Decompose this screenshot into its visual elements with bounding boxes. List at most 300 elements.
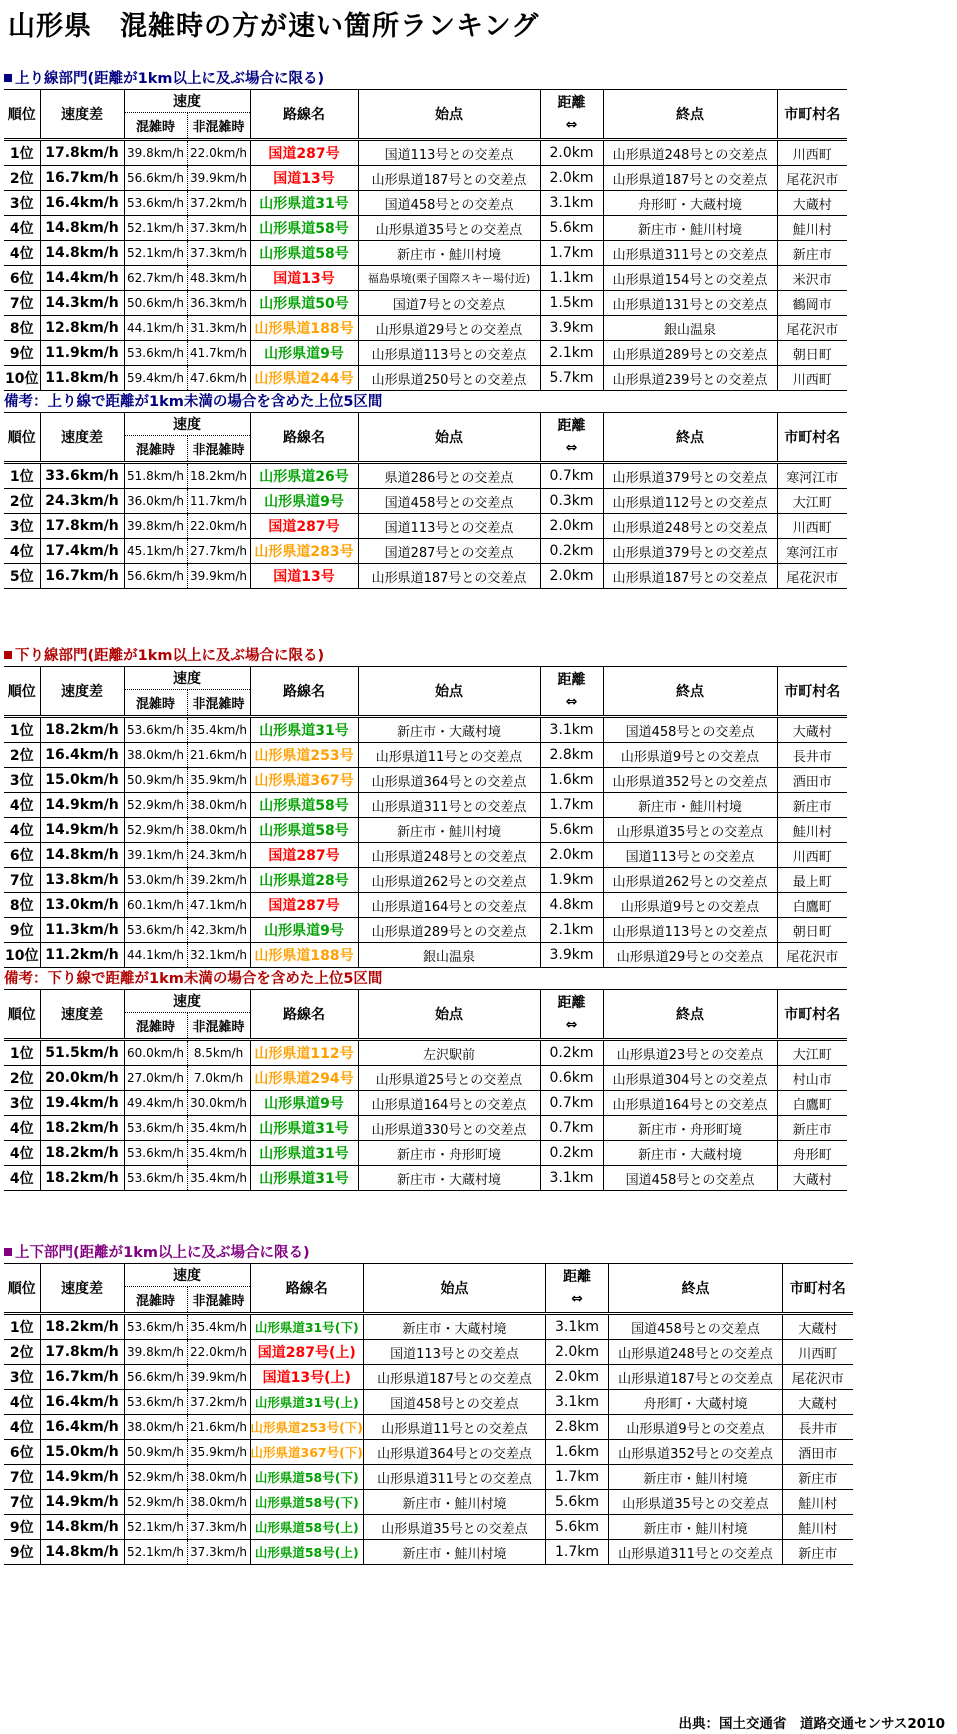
ranking-table xyxy=(4,666,847,968)
city-cell: 酒田市 xyxy=(783,1440,853,1465)
end-point-cell: 山形県道154号との交差点 xyxy=(603,266,777,291)
rank-cell: 9位 xyxy=(4,1540,40,1565)
distance-cell: 3.9km xyxy=(540,943,603,968)
speed-diff-cell: 17.4km/h xyxy=(40,539,124,564)
distance-cell: 5.6km xyxy=(540,216,603,241)
header-end: 終点 xyxy=(603,667,777,717)
congested-speed-cell: 53.6km/h xyxy=(124,1390,187,1415)
table-row xyxy=(4,818,847,843)
header-distance-label: 距離 xyxy=(557,418,586,434)
city-cell: 大江町 xyxy=(777,1040,847,1066)
city-cell: 白鷹町 xyxy=(777,1091,847,1116)
city-cell: 川西町 xyxy=(777,843,847,868)
table-row xyxy=(4,191,847,216)
rank-cell: 5位 xyxy=(4,564,40,589)
route-cell: 山形県道50号 xyxy=(250,291,358,316)
start-point-cell: 山形県道11号との交差点 xyxy=(358,743,540,768)
congested-speed-cell: 44.1km/h xyxy=(124,316,187,341)
uncongested-speed-cell: 41.7km/h xyxy=(187,341,250,366)
speed-diff-cell: 13.8km/h xyxy=(40,868,124,893)
ranking-table xyxy=(4,1263,853,1565)
start-point-cell: 国道458号との交差点 xyxy=(364,1390,546,1415)
header-distance-label: 距離 xyxy=(557,95,586,111)
start-point-cell: 山形県道187号との交差点 xyxy=(358,564,540,589)
end-point-cell: 山形県道379号との交差点 xyxy=(603,539,777,564)
double-arrow-icon: ⇔ xyxy=(565,694,578,710)
route-cell: 国道13号 xyxy=(250,564,358,589)
distance-cell: 3.1km xyxy=(540,717,603,743)
congested-speed-cell: 52.1km/h xyxy=(124,1515,187,1540)
header-congested: 混雑時 xyxy=(124,436,187,463)
rank-cell: 1位 xyxy=(4,140,40,166)
city-cell: 新庄市 xyxy=(777,241,847,266)
header-row xyxy=(4,413,847,436)
rank-cell: 4位 xyxy=(4,539,40,564)
start-point-cell: 国道113号との交差点 xyxy=(364,1340,546,1365)
rank-cell: 9位 xyxy=(4,1515,40,1540)
rank-cell: 4位 xyxy=(4,216,40,241)
congested-speed-cell: 52.9km/h xyxy=(124,1490,187,1515)
city-cell: 大蔵村 xyxy=(783,1314,853,1340)
start-point-cell: 山形県道187号との交差点 xyxy=(358,166,540,191)
start-point-cell: 新庄市・大蔵村境 xyxy=(358,717,540,743)
city-cell: 鮭川村 xyxy=(783,1490,853,1515)
header-speed-diff: 速度差 xyxy=(40,667,124,717)
city-cell: 大蔵村 xyxy=(777,1166,847,1191)
end-point-cell: 新庄市・鮭川村境 xyxy=(609,1465,783,1490)
route-cell: 国道287号 xyxy=(250,140,358,166)
speed-diff-cell: 14.8km/h xyxy=(40,241,124,266)
header-city: 市町村名 xyxy=(777,413,847,463)
uncongested-speed-cell: 7.0km/h xyxy=(187,1066,250,1091)
route-cell: 山形県道58号(上) xyxy=(250,1515,364,1540)
speed-diff-cell: 14.8km/h xyxy=(40,1515,124,1540)
city-cell: 大蔵村 xyxy=(777,191,847,216)
header-distance-label: 距離 xyxy=(557,672,586,688)
speed-diff-cell: 18.2km/h xyxy=(40,1141,124,1166)
uncongested-speed-cell: 47.1km/h xyxy=(187,893,250,918)
start-point-cell: 新庄市・鮭川村境 xyxy=(364,1490,546,1515)
square-bullet-icon xyxy=(4,651,12,659)
uncongested-speed-cell: 39.9km/h xyxy=(187,564,250,589)
rank-cell: 8位 xyxy=(4,316,40,341)
header-congested: 混雑時 xyxy=(124,113,187,140)
header-city: 市町村名 xyxy=(777,90,847,140)
header-end: 終点 xyxy=(609,1264,783,1314)
city-cell: 鮭川村 xyxy=(777,216,847,241)
congested-speed-cell: 38.0km/h xyxy=(124,1415,187,1440)
uncongested-speed-cell: 38.0km/h xyxy=(187,793,250,818)
speed-diff-cell: 11.3km/h xyxy=(40,918,124,943)
city-cell: 鶴岡市 xyxy=(777,291,847,316)
end-point-cell: 舟形町・大蔵村境 xyxy=(603,191,777,216)
speed-diff-cell: 14.9km/h xyxy=(40,1465,124,1490)
route-cell: 山形県道367号(下) xyxy=(250,1440,364,1465)
start-point-cell: 山形県道364号との交差点 xyxy=(358,768,540,793)
table-row xyxy=(4,1066,847,1091)
start-point-cell: 新庄市・舟形町境 xyxy=(358,1141,540,1166)
route-cell: 山形県道188号 xyxy=(250,316,358,341)
ranking-section xyxy=(0,647,957,968)
route-cell: 山形県道31号 xyxy=(250,191,358,216)
uncongested-speed-cell: 35.4km/h xyxy=(187,717,250,743)
rank-cell: 2位 xyxy=(4,1066,40,1091)
uncongested-speed-cell: 18.2km/h xyxy=(187,463,250,489)
congested-speed-cell: 52.1km/h xyxy=(124,241,187,266)
congested-speed-cell: 53.6km/h xyxy=(124,191,187,216)
start-point-cell: 新庄市・鮭川村境 xyxy=(358,818,540,843)
end-point-cell: 山形県道9号との交差点 xyxy=(603,893,777,918)
distance-cell: 0.6km xyxy=(540,1066,603,1091)
rank-cell: 1位 xyxy=(4,717,40,743)
section-title xyxy=(0,70,957,89)
table-row xyxy=(4,140,847,166)
congested-speed-cell: 53.6km/h xyxy=(124,717,187,743)
start-point-cell: 山形県道35号との交差点 xyxy=(358,216,540,241)
route-cell: 山形県道31号(下) xyxy=(250,1314,364,1340)
end-point-cell: 山形県道112号との交差点 xyxy=(603,489,777,514)
header-start: 始点 xyxy=(358,990,540,1040)
distance-cell: 2.1km xyxy=(540,341,603,366)
speed-diff-cell: 18.2km/h xyxy=(40,1314,124,1340)
congested-speed-cell: 39.8km/h xyxy=(124,514,187,539)
section-title xyxy=(0,647,957,666)
distance-cell: 2.8km xyxy=(546,1415,609,1440)
city-cell: 寒河江市 xyxy=(777,539,847,564)
speed-diff-cell: 14.8km/h xyxy=(40,843,124,868)
table-row xyxy=(4,1314,853,1340)
rank-cell: 7位 xyxy=(4,1465,40,1490)
city-cell: 大江町 xyxy=(777,489,847,514)
end-point-cell: 山形県道262号との交差点 xyxy=(603,868,777,893)
start-point-cell: 福島県境(栗子国際スキー場付近) xyxy=(358,266,540,291)
city-cell: 鮭川村 xyxy=(777,818,847,843)
city-cell: 川西町 xyxy=(777,366,847,391)
uncongested-speed-cell: 32.1km/h xyxy=(187,943,250,968)
table-row xyxy=(4,1116,847,1141)
route-cell: 山形県道367号 xyxy=(250,768,358,793)
end-point-cell: 山形県道35号との交差点 xyxy=(609,1490,783,1515)
distance-cell: 0.2km xyxy=(540,539,603,564)
congested-speed-cell: 52.1km/h xyxy=(124,1540,187,1565)
distance-cell: 3.1km xyxy=(546,1314,609,1340)
distance-cell: 0.7km xyxy=(540,1091,603,1116)
header-distance xyxy=(540,413,603,463)
route-cell: 山形県道9号 xyxy=(250,1091,358,1116)
distance-cell: 1.1km xyxy=(540,266,603,291)
end-point-cell: 山形県道289号との交差点 xyxy=(603,341,777,366)
route-cell: 山形県道58号 xyxy=(250,241,358,266)
congested-speed-cell: 39.1km/h xyxy=(124,843,187,868)
start-point-cell: 県道286号との交差点 xyxy=(358,463,540,489)
congested-speed-cell: 50.6km/h xyxy=(124,291,187,316)
rank-cell: 1位 xyxy=(4,1040,40,1066)
speed-diff-cell: 16.4km/h xyxy=(40,1415,124,1440)
end-point-cell: 新庄市・鮭川村境 xyxy=(609,1515,783,1540)
speed-diff-cell: 16.7km/h xyxy=(40,166,124,191)
speed-diff-cell: 11.8km/h xyxy=(40,366,124,391)
table-row xyxy=(4,1540,853,1565)
distance-cell: 1.7km xyxy=(540,241,603,266)
distance-cell: 4.8km xyxy=(540,893,603,918)
rank-cell: 6位 xyxy=(4,266,40,291)
distance-cell: 2.8km xyxy=(540,743,603,768)
uncongested-speed-cell: 39.2km/h xyxy=(187,868,250,893)
congested-speed-cell: 38.0km/h xyxy=(124,743,187,768)
table-row xyxy=(4,1166,847,1191)
header-row xyxy=(4,1264,853,1287)
end-point-cell: 新庄市・大蔵村境 xyxy=(603,1141,777,1166)
congested-speed-cell: 60.1km/h xyxy=(124,893,187,918)
start-point-cell: 山形県道330号との交差点 xyxy=(358,1116,540,1141)
header-route: 路線名 xyxy=(250,90,358,140)
end-point-cell: 山形県道23号との交差点 xyxy=(603,1040,777,1066)
distance-cell: 0.2km xyxy=(540,1040,603,1066)
uncongested-speed-cell: 22.0km/h xyxy=(187,140,250,166)
city-cell: 白鷹町 xyxy=(777,893,847,918)
table-row xyxy=(4,868,847,893)
speed-diff-cell: 33.6km/h xyxy=(40,463,124,489)
speed-diff-cell: 14.3km/h xyxy=(40,291,124,316)
ranking-section xyxy=(0,1244,957,1565)
city-cell: 長井市 xyxy=(777,743,847,768)
header-rank: 順位 xyxy=(4,667,40,717)
start-point-cell: 山形県道11号との交差点 xyxy=(364,1415,546,1440)
route-cell: 山形県道31号 xyxy=(250,1166,358,1191)
congested-speed-cell: 56.6km/h xyxy=(124,564,187,589)
ranking-table xyxy=(4,412,847,589)
route-cell: 国道287号(上) xyxy=(250,1340,364,1365)
header-distance xyxy=(546,1264,609,1314)
start-point-cell: 国道7号との交差点 xyxy=(358,291,540,316)
table-row xyxy=(4,1365,853,1390)
speed-diff-cell: 11.2km/h xyxy=(40,943,124,968)
table-row xyxy=(4,893,847,918)
table-row xyxy=(4,241,847,266)
city-cell: 尾花沢市 xyxy=(777,316,847,341)
table-row xyxy=(4,1490,853,1515)
start-point-cell: 山形県道113号との交差点 xyxy=(358,341,540,366)
uncongested-speed-cell: 39.9km/h xyxy=(187,166,250,191)
distance-cell: 3.1km xyxy=(540,1166,603,1191)
city-cell: 尾花沢市 xyxy=(777,166,847,191)
table-row xyxy=(4,768,847,793)
uncongested-speed-cell: 21.6km/h xyxy=(187,743,250,768)
uncongested-speed-cell: 11.7km/h xyxy=(187,489,250,514)
congested-speed-cell: 53.6km/h xyxy=(124,1141,187,1166)
congested-speed-cell: 53.6km/h xyxy=(124,341,187,366)
table-row xyxy=(4,514,847,539)
route-cell: 山形県道294号 xyxy=(250,1066,358,1091)
header-start: 始点 xyxy=(358,667,540,717)
rank-cell: 2位 xyxy=(4,489,40,514)
route-cell: 山形県道31号 xyxy=(250,1116,358,1141)
ranking-section xyxy=(0,970,957,1191)
congested-speed-cell: 62.7km/h xyxy=(124,266,187,291)
start-point-cell: 国道113号との交差点 xyxy=(358,140,540,166)
end-point-cell: 銀山温泉 xyxy=(603,316,777,341)
city-cell: 尾花沢市 xyxy=(783,1365,853,1390)
section-title-text: 下り線部門(距離が1km以上に及ぶ場合に限る) xyxy=(15,648,325,664)
header-distance xyxy=(540,667,603,717)
congested-speed-cell: 52.1km/h xyxy=(124,216,187,241)
end-point-cell: 山形県道311号との交差点 xyxy=(603,241,777,266)
distance-cell: 5.7km xyxy=(540,366,603,391)
table-row xyxy=(4,1091,847,1116)
header-speed: 速度 xyxy=(124,990,250,1013)
uncongested-speed-cell: 38.0km/h xyxy=(187,818,250,843)
congested-speed-cell: 53.0km/h xyxy=(124,868,187,893)
start-point-cell: 国道458号との交差点 xyxy=(358,191,540,216)
uncongested-speed-cell: 36.3km/h xyxy=(187,291,250,316)
speed-diff-cell: 15.0km/h xyxy=(40,1440,124,1465)
speed-diff-cell: 15.0km/h xyxy=(40,768,124,793)
start-point-cell: 山形県道364号との交差点 xyxy=(364,1440,546,1465)
header-speed: 速度 xyxy=(124,667,250,690)
route-cell: 山形県道31号 xyxy=(250,1141,358,1166)
header-uncongested: 非混雑時 xyxy=(187,1287,250,1314)
route-cell: 国道13号(上) xyxy=(250,1365,364,1390)
city-cell: 尾花沢市 xyxy=(777,943,847,968)
rank-cell: 4位 xyxy=(4,1390,40,1415)
section-title xyxy=(0,970,957,989)
rank-cell: 2位 xyxy=(4,166,40,191)
header-city: 市町村名 xyxy=(777,990,847,1040)
end-point-cell: 山形県道352号との交差点 xyxy=(603,768,777,793)
route-cell: 山形県道31号 xyxy=(250,717,358,743)
header-speed-diff: 速度差 xyxy=(40,413,124,463)
uncongested-speed-cell: 22.0km/h xyxy=(187,1340,250,1365)
distance-cell: 2.0km xyxy=(540,564,603,589)
congested-speed-cell: 53.6km/h xyxy=(124,918,187,943)
speed-diff-cell: 14.9km/h xyxy=(40,818,124,843)
route-cell: 山形県道9号 xyxy=(250,489,358,514)
distance-cell: 5.6km xyxy=(540,818,603,843)
speed-diff-cell: 17.8km/h xyxy=(40,1340,124,1365)
route-cell: 国道13号 xyxy=(250,266,358,291)
start-point-cell: 山形県道164号との交差点 xyxy=(358,893,540,918)
distance-cell: 2.1km xyxy=(540,918,603,943)
end-point-cell: 国道113号との交差点 xyxy=(603,843,777,868)
table-row xyxy=(4,366,847,391)
table-row xyxy=(4,793,847,818)
speed-diff-cell: 14.8km/h xyxy=(40,216,124,241)
distance-cell: 1.7km xyxy=(540,793,603,818)
uncongested-speed-cell: 24.3km/h xyxy=(187,843,250,868)
speed-diff-cell: 12.8km/h xyxy=(40,316,124,341)
section-title xyxy=(0,393,957,412)
congested-speed-cell: 51.8km/h xyxy=(124,463,187,489)
congested-speed-cell: 50.9km/h xyxy=(124,1440,187,1465)
square-bullet-icon xyxy=(4,74,12,82)
speed-diff-cell: 24.3km/h xyxy=(40,489,124,514)
start-point-cell: 新庄市・大蔵村境 xyxy=(358,1166,540,1191)
table-row xyxy=(4,717,847,743)
end-point-cell: 国道458号との交差点 xyxy=(609,1314,783,1340)
speed-diff-cell: 17.8km/h xyxy=(40,514,124,539)
uncongested-speed-cell: 37.3km/h xyxy=(187,216,250,241)
start-point-cell: 山形県道35号との交差点 xyxy=(364,1515,546,1540)
start-point-cell: 山形県道248号との交差点 xyxy=(358,843,540,868)
route-cell: 山形県道58号 xyxy=(250,818,358,843)
uncongested-speed-cell: 48.3km/h xyxy=(187,266,250,291)
end-point-cell: 山形県道248号との交差点 xyxy=(603,140,777,166)
route-cell: 山形県道253号 xyxy=(250,743,358,768)
table-row xyxy=(4,463,847,489)
uncongested-speed-cell: 37.2km/h xyxy=(187,191,250,216)
end-point-cell: 新庄市・舟形町境 xyxy=(603,1116,777,1141)
city-cell: 村山市 xyxy=(777,1066,847,1091)
congested-speed-cell: 27.0km/h xyxy=(124,1066,187,1091)
uncongested-speed-cell: 37.3km/h xyxy=(187,1515,250,1540)
end-point-cell: 新庄市・鮭川村境 xyxy=(603,793,777,818)
header-city: 市町村名 xyxy=(777,667,847,717)
end-point-cell: 舟形町・大蔵村境 xyxy=(609,1390,783,1415)
uncongested-speed-cell: 27.7km/h xyxy=(187,539,250,564)
rank-cell: 3位 xyxy=(4,1365,40,1390)
double-arrow-icon: ⇔ xyxy=(565,117,578,133)
speed-diff-cell: 17.8km/h xyxy=(40,140,124,166)
end-point-cell: 国道458号との交差点 xyxy=(603,717,777,743)
city-cell: 米沢市 xyxy=(777,266,847,291)
rank-cell: 7位 xyxy=(4,291,40,316)
uncongested-speed-cell: 35.9km/h xyxy=(187,768,250,793)
uncongested-speed-cell: 42.3km/h xyxy=(187,918,250,943)
congested-speed-cell: 52.9km/h xyxy=(124,818,187,843)
uncongested-speed-cell: 47.6km/h xyxy=(187,366,250,391)
start-point-cell: 山形県道29号との交差点 xyxy=(358,316,540,341)
speed-diff-cell: 18.2km/h xyxy=(40,717,124,743)
rank-cell: 3位 xyxy=(4,191,40,216)
route-cell: 山形県道58号 xyxy=(250,793,358,818)
header-uncongested: 非混雑時 xyxy=(187,1013,250,1040)
end-point-cell: 山形県道113号との交差点 xyxy=(603,918,777,943)
speed-diff-cell: 11.9km/h xyxy=(40,341,124,366)
table-row xyxy=(4,843,847,868)
route-cell: 山形県道28号 xyxy=(250,868,358,893)
route-cell: 山形県道188号 xyxy=(250,943,358,968)
city-cell: 川西町 xyxy=(777,514,847,539)
route-cell: 山形県道58号(下) xyxy=(250,1465,364,1490)
header-speed: 速度 xyxy=(124,1264,250,1287)
header-distance-label: 距離 xyxy=(563,1269,592,1285)
distance-cell: 1.6km xyxy=(546,1440,609,1465)
start-point-cell: 国道287号との交差点 xyxy=(358,539,540,564)
city-cell: 舟形町 xyxy=(777,1141,847,1166)
speed-diff-cell: 20.0km/h xyxy=(40,1066,124,1091)
table-row xyxy=(4,166,847,191)
route-cell: 国道287号 xyxy=(250,893,358,918)
uncongested-speed-cell: 21.6km/h xyxy=(187,1415,250,1440)
distance-cell: 3.1km xyxy=(540,191,603,216)
rank-cell: 7位 xyxy=(4,868,40,893)
header-speed-diff: 速度差 xyxy=(40,90,124,140)
table-row xyxy=(4,1465,853,1490)
start-point-cell: 左沢駅前 xyxy=(358,1040,540,1066)
end-point-cell: 山形県道311号との交差点 xyxy=(609,1540,783,1565)
speed-diff-cell: 16.7km/h xyxy=(40,564,124,589)
congested-speed-cell: 56.6km/h xyxy=(124,166,187,191)
speed-diff-cell: 14.9km/h xyxy=(40,793,124,818)
rank-cell: 2位 xyxy=(4,743,40,768)
city-cell: 大蔵村 xyxy=(777,717,847,743)
uncongested-speed-cell: 37.2km/h xyxy=(187,1390,250,1415)
route-cell: 国道13号 xyxy=(250,166,358,191)
table-row xyxy=(4,316,847,341)
start-point-cell: 国道113号との交差点 xyxy=(358,514,540,539)
end-point-cell: 山形県道9号との交差点 xyxy=(603,743,777,768)
congested-speed-cell: 50.9km/h xyxy=(124,768,187,793)
